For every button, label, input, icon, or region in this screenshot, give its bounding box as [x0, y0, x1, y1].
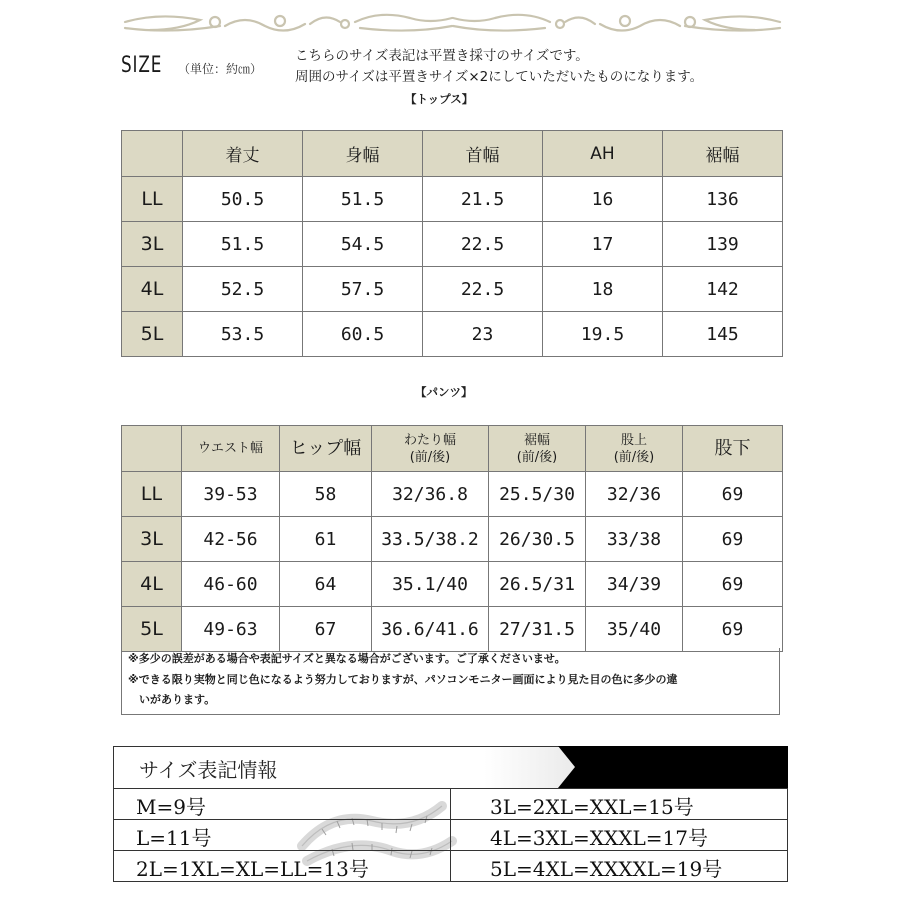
- column-header-line1: ヒップ幅: [289, 438, 362, 459]
- size-unit: （単位：約㎝）: [178, 62, 263, 76]
- table-cell: 22.5: [423, 267, 543, 312]
- tops-size-table: [121, 130, 783, 357]
- size-info-title: サイズ表記情報: [139, 758, 278, 782]
- table-cell: 136: [663, 177, 783, 222]
- table-row: [122, 562, 783, 607]
- size-row-label: 4L: [122, 267, 183, 312]
- tops-corner-cell: [122, 131, 183, 177]
- column-header: 着丈: [183, 131, 303, 177]
- table-cell: 54.5: [303, 222, 423, 267]
- table-cell: 27/31.5: [489, 607, 586, 652]
- table-cell: 26/30.5: [489, 517, 586, 562]
- column-header: [586, 426, 683, 472]
- size-row-label: 4L: [122, 562, 182, 607]
- table-row: [122, 607, 783, 652]
- table-row: [122, 312, 783, 357]
- table-cell: 42-56: [182, 517, 280, 562]
- column-header-line1: わたり幅: [403, 432, 456, 448]
- table-cell: 145: [663, 312, 783, 357]
- table-cell: 50.5: [183, 177, 303, 222]
- size-row-label: LL: [122, 472, 182, 517]
- table-cell: 25.5/30: [489, 472, 586, 517]
- table-cell: 69: [683, 517, 783, 562]
- table-cell: 16: [543, 177, 663, 222]
- disclaimer-box: [121, 648, 780, 715]
- disclaimer-line: いがあります。: [128, 693, 216, 706]
- column-header-line1: 股上: [620, 432, 647, 448]
- decorative-ornament: [120, 8, 785, 38]
- column-header-line1: 股下: [714, 438, 751, 459]
- size-row-label: 3L: [122, 517, 182, 562]
- column-header-line1: 裾幅: [523, 432, 550, 448]
- note-line-2: 周囲のサイズは平置きサイズ×2にしていただいたものになります。: [295, 69, 704, 85]
- size-info-left: L=11号: [136, 826, 212, 850]
- pants-size-table: [121, 425, 783, 652]
- column-header: [182, 426, 280, 472]
- table-cell: 33.5/38.2: [372, 517, 489, 562]
- size-info-right: 4L=3XL=XXXL=17号: [490, 826, 708, 850]
- size-row-label: 5L: [122, 607, 182, 652]
- table-row: [122, 472, 783, 517]
- pants-header-row: [122, 426, 783, 472]
- table-cell: 26.5/31: [489, 562, 586, 607]
- size-row-label: 5L: [122, 312, 183, 357]
- table-cell: 51.5: [183, 222, 303, 267]
- table-cell: 18: [543, 267, 663, 312]
- size-info-left: 2L=1XL=XL=LL=13号: [136, 857, 369, 881]
- size-row-label: 3L: [122, 222, 183, 267]
- size-info-right: 3L=2XL=XXL=15号: [490, 795, 694, 819]
- table-cell: 52.5: [183, 267, 303, 312]
- table-cell: 69: [683, 472, 783, 517]
- table-cell: 69: [683, 607, 783, 652]
- table-cell: 39-53: [182, 472, 280, 517]
- table-cell: 33/38: [586, 517, 683, 562]
- column-header: [683, 426, 783, 472]
- note-line-1: こちらのサイズ表記は平置き採寸のサイズです。: [295, 48, 589, 64]
- table-cell: 35.1/40: [372, 562, 489, 607]
- table-cell: 49-63: [182, 607, 280, 652]
- table-cell: 23: [423, 312, 543, 357]
- table-cell: 60.5: [303, 312, 423, 357]
- table-cell: 58: [280, 472, 372, 517]
- table-cell: 19.5: [543, 312, 663, 357]
- disclaimer-line: ※できる限り実物と同じ色になるよう努力しておりますが、パソコンモニター画面により見た目の色に多少の違: [128, 673, 678, 686]
- pants-section-label: 【パンツ】: [415, 385, 473, 399]
- table-row: [122, 177, 783, 222]
- column-header-line2: (前/後): [613, 449, 655, 465]
- table-cell: 51.5: [303, 177, 423, 222]
- size-row-label: LL: [122, 177, 183, 222]
- size-info-panel: [113, 746, 788, 882]
- table-row: [122, 517, 783, 562]
- tops-section-label: 【トップス】: [405, 92, 474, 106]
- table-cell: 53.5: [183, 312, 303, 357]
- column-header-line2: (前/後): [516, 449, 558, 465]
- column-header-line2: (前/後): [409, 449, 451, 465]
- table-cell: 57.5: [303, 267, 423, 312]
- column-header: 首幅: [423, 131, 543, 177]
- column-header: 身幅: [303, 131, 423, 177]
- size-title: SIZE: [121, 53, 163, 78]
- pants-corner-cell: [122, 426, 182, 472]
- table-cell: 21.5: [423, 177, 543, 222]
- table-cell: 46-60: [182, 562, 280, 607]
- table-cell: 22.5: [423, 222, 543, 267]
- table-cell: 139: [663, 222, 783, 267]
- size-info-right: 5L=4XL=XXXXL=19号: [490, 857, 723, 881]
- table-cell: 69: [683, 562, 783, 607]
- column-header: AH: [543, 131, 663, 177]
- table-cell: 34/39: [586, 562, 683, 607]
- table-cell: 17: [543, 222, 663, 267]
- column-header: [489, 426, 586, 472]
- column-header-line1: ウエスト幅: [197, 441, 263, 456]
- table-cell: 64: [280, 562, 372, 607]
- table-row: [122, 222, 783, 267]
- table-cell: 67: [280, 607, 372, 652]
- size-info-divider: [450, 789, 451, 881]
- table-cell: 32/36: [586, 472, 683, 517]
- size-info-grid: [113, 788, 788, 882]
- column-header: 裾幅: [663, 131, 783, 177]
- table-cell: 35/40: [586, 607, 683, 652]
- column-header: [280, 426, 372, 472]
- table-cell: 36.6/41.6: [372, 607, 489, 652]
- disclaimer-line: ※多少の誤差がある場合や表記サイズと異なる場合がございます。ご了承くださいませ。: [128, 652, 566, 665]
- tops-header-row: [122, 131, 783, 177]
- column-header: [372, 426, 489, 472]
- table-cell: 142: [663, 267, 783, 312]
- table-row: [122, 267, 783, 312]
- size-info-left: M=9号: [136, 795, 206, 819]
- table-cell: 32/36.8: [372, 472, 489, 517]
- table-cell: 61: [280, 517, 372, 562]
